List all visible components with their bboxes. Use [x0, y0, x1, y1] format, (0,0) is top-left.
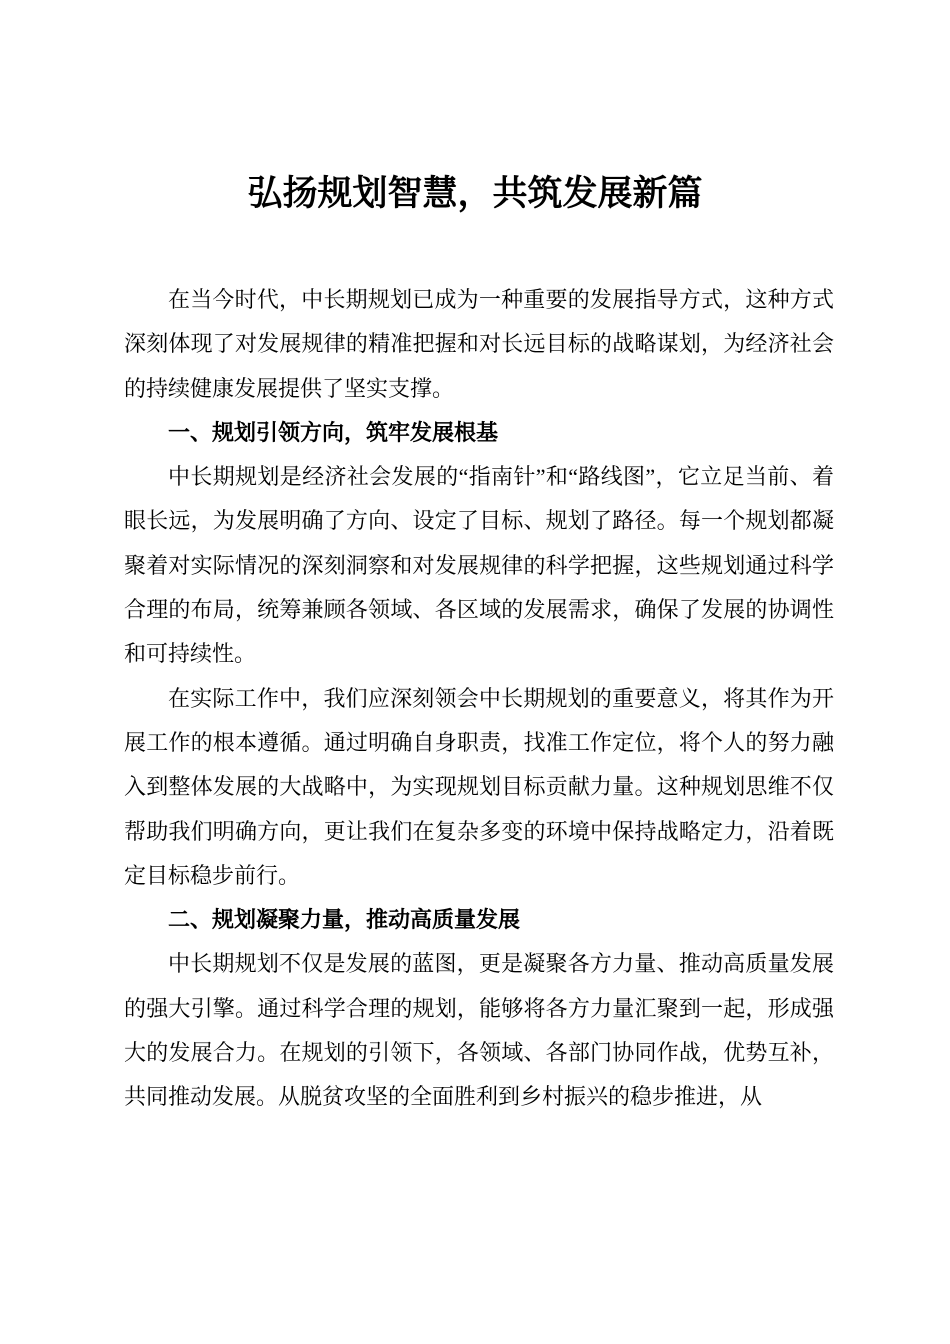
document-title: 弘扬规划智慧，共筑发展新篇 [247, 174, 703, 213]
section-2-paragraph-a: 中长期规划不仅是发展的蓝图，更是凝聚各方力量、推动高质量发展的强大引擎。通过科学合理的规划，能够将各方力量汇聚到一起，形成强大的发展合力。在规划的引领下，各领域、各部门协同作战，优势互补，共同推动发展。从脱贫攻坚的全面胜利到乡村振兴的稳步推进，从 [124, 951, 834, 1110]
section-1-paragraph-a: 中长期规划是经济社会发展的“指南针”和“路线图”，它立足当前、着眼长远，为发展明确了方向、设定了目标、规划了路径。每一个规划都凝聚着对实际情况的深刻洞察和对发展规律的科学把握，这些规划通过科学合理的布局，统筹兼顾各领域、各区域的发展需求，确保了发展的协调性和可持续性。 [124, 464, 834, 667]
document-body [124, 278, 834, 1120]
section-1-heading: 一、规划引领方向，筑牢发展根基 [168, 419, 499, 445]
intro-paragraph: 在当今时代，中长期规划已成为一种重要的发展指导方式，这种方式深刻体现了对发展规律的精准把握和对长远目标的战略谋划，为经济社会的持续健康发展提供了坚实支撑。 [124, 287, 834, 401]
section-1-paragraph-b: 在实际工作中，我们应深刻领会中长期规划的重要意义，将其作为开展工作的根本遵循。通过明确自身职责，找准工作定位，将个人的努力融入到整体发展的大战略中，为实现规划目标贡献力量。这种规划思维不仅帮助我们明确方向，更让我们在复杂多变的环境中保持战略定力，沿着既定目标稳步前行。 [124, 685, 834, 888]
section-2-heading: 二、规划凝聚力量，推动高质量发展 [168, 907, 521, 933]
